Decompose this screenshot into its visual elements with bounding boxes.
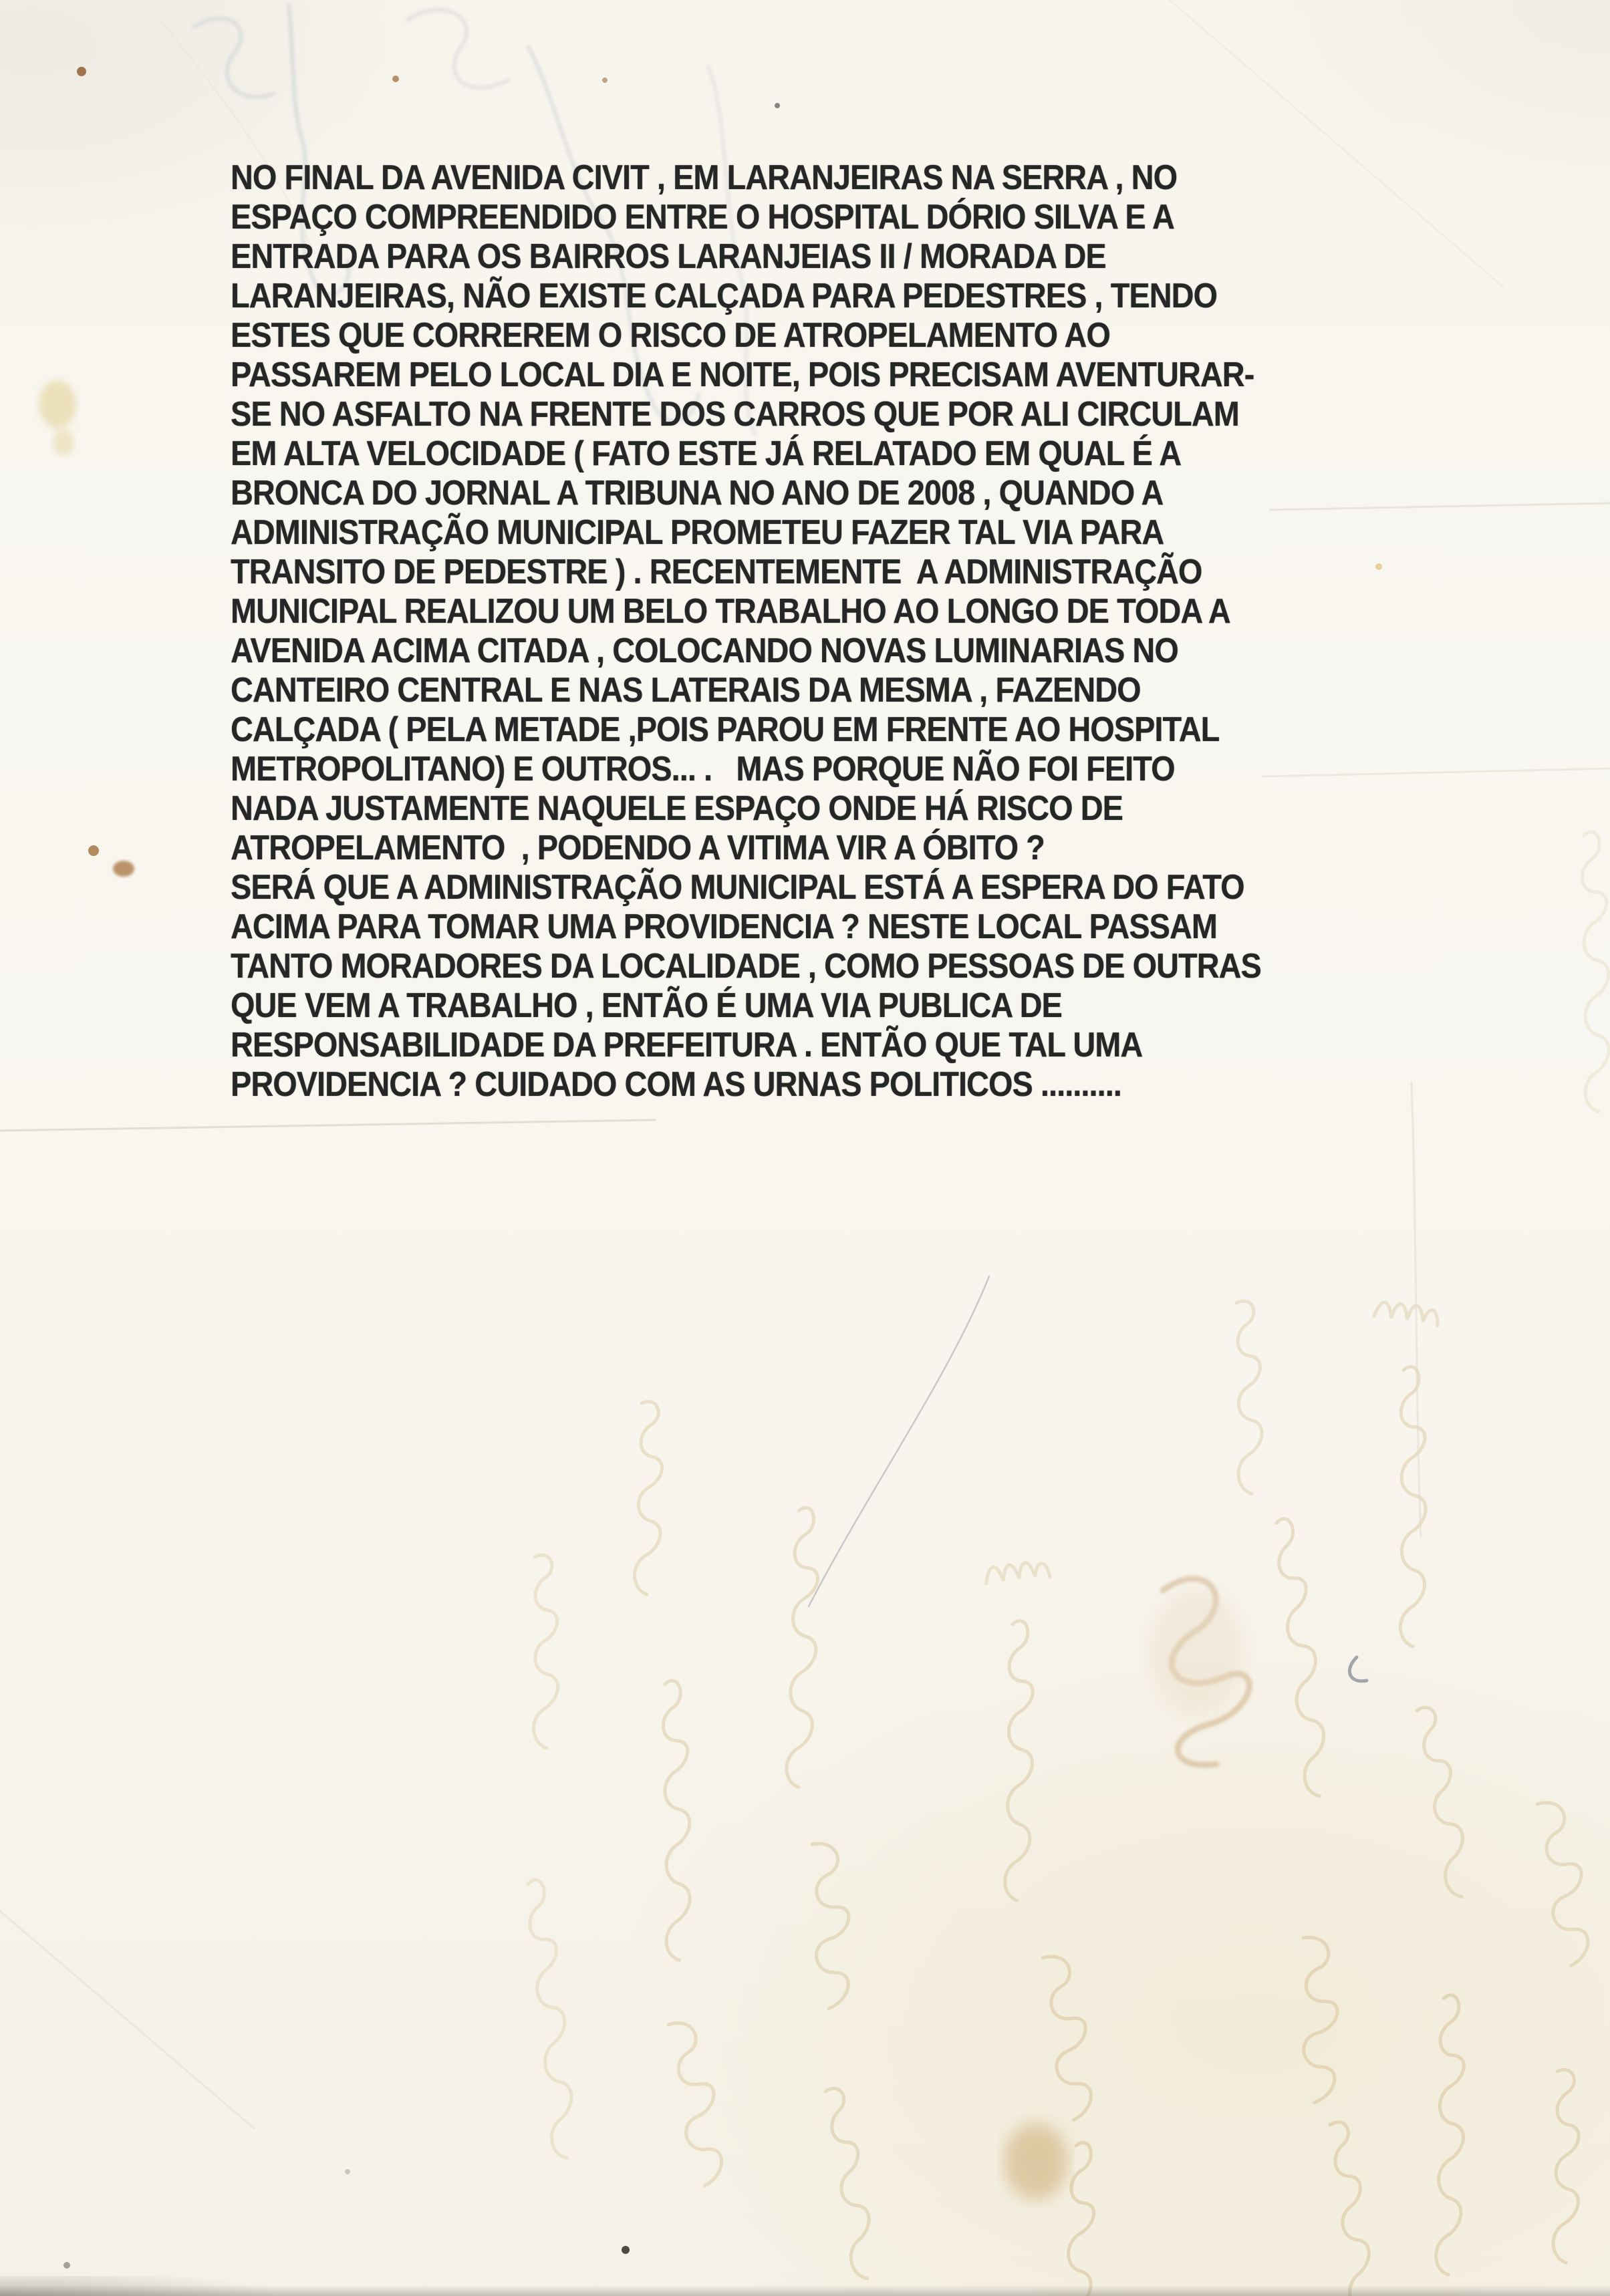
text-line: TANTO MORADORES DA LOCALIDADE , COMO PESSOAS DE OUTRAS [231, 947, 1261, 986]
text-line: ESPAÇO COMPREENDIDO ENTRE O HOSPITAL DÓRIO SILVA E A [231, 198, 1174, 237]
text-line: RESPONSABILIDADE DA PREFEITURA . ENTÃO QUE TAL UMA [231, 1026, 1143, 1064]
stain-speck [88, 845, 99, 856]
text-line: ATROPELAMENTO , PODENDO A VITIMA VIR A ÓBITO ? [231, 829, 1045, 867]
stain-yellow-left-edge [39, 380, 76, 428]
stain-speck [77, 67, 86, 76]
text-line: LARANJEIRAS, NÃO EXISTE CALÇADA PARA PEDESTRES , TENDO [231, 277, 1218, 315]
letter-text-block [231, 158, 1500, 1105]
stain-speck [622, 2246, 630, 2254]
text-line: METROPOLITANO) E OUTROS... . MAS PORQUE NÃO FOI FEITO [231, 750, 1175, 788]
stain-speck [63, 2262, 70, 2269]
text-line: CALÇADA ( PELA METADE ,POIS PAROU EM FRENTE AO HOSPITAL [231, 710, 1220, 749]
scan-bottom-left-shadow [0, 2276, 281, 2296]
text-line: NO FINAL DA AVENIDA CIVIT , EM LARANJEIRAS NA SERRA , NO [231, 158, 1178, 197]
bleed-through-scribble-knot [1150, 1579, 1249, 1765]
text-line: NADA JUSTAMENTE NAQUELE ESPAÇO ONDE HÁ RISCO DE [231, 789, 1123, 828]
stain-blotch [113, 861, 134, 877]
text-line: TRANSITO DE PEDESTRE ) . RECENTEMENTE A ADMINISTRAÇÃO [231, 553, 1202, 591]
text-line: PROVIDENCIA ? CUIDADO COM AS URNAS POLITICOS .......... [231, 1065, 1121, 1104]
text-line: PASSAREM PELO LOCAL DIA E NOITE, POIS PRECISAM AVENTURAR- [231, 355, 1254, 394]
text-line: BRONCA DO JORNAL A TRIBUNA NO ANO DE 2008 , QUANDO A [231, 474, 1164, 513]
text-line: EM ALTA VELOCIDADE ( FATO ESTE JÁ RELATADO EM QUAL É A [231, 434, 1182, 473]
text-line: ACIMA PARA TOMAR UMA PROVIDENCIA ? NESTE LOCAL PASSAM [231, 907, 1217, 946]
text-line: SE NO ASFALTO NA FRENTE DOS CARROS QUE POR ALI CIRCULAM [231, 395, 1239, 434]
crease-scratch-line [809, 1276, 989, 1606]
text-line: CANTEIRO CENTRAL E NAS LATERAIS DA MESMA , FAZENDO [231, 671, 1141, 710]
stain-speck [602, 78, 608, 83]
stain-speck [392, 76, 399, 82]
text-line: ADMINISTRAÇÃO MUNICIPAL PROMETEU FAZER TAL VIA PARA [231, 513, 1164, 552]
text-line: QUE VEM A TRABALHO , ENTÃO É UMA VIA PUBLICA DE [231, 986, 1062, 1025]
stain-speck [775, 103, 780, 108]
text-line: ESTES QUE CORREREM O RISCO DE ATROPELAMENTO AO [231, 316, 1110, 355]
text-line: AVENIDA ACIMA CITADA , COLOCANDO NOVAS LUMINARIAS NO [231, 631, 1178, 670]
stain-speck [345, 2169, 350, 2174]
text-line: SERÁ QUE A ADMINISTRAÇÃO MUNICIPAL ESTÁ A ESPERA DO FATO [231, 868, 1244, 907]
crease-line [0, 1911, 254, 2128]
stain-tan-blotch [1004, 2123, 1068, 2200]
crease-line [0, 1120, 655, 1131]
text-line: ENTRADA PARA OS BAIRROS LARANJEIAS II / MORADA DE [231, 237, 1106, 276]
text-line: MUNICIPAL REALIZOU UM BELO TRABALHO AO LONGO DE TODA A [231, 592, 1230, 631]
stain-yellow-left-edge [53, 429, 74, 456]
